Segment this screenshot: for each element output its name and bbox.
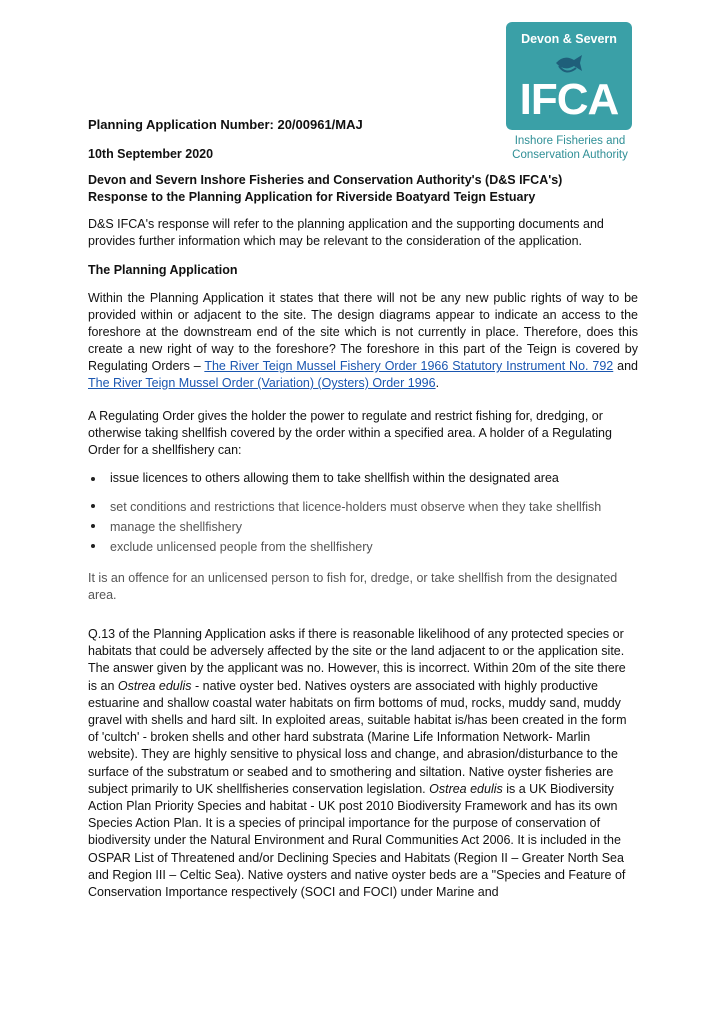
bullet-list-first xyxy=(88,470,638,487)
offence-paragraph: It is an offence for an unlicensed person to fish for, dredge, or take shellfish from the designated area. xyxy=(88,571,618,602)
q13-text-part3: is a UK Biodiversity Action Plan Priority Species and habitat - UK post 2010 Biodiversity Framework and has its own Species Action Plan. It is a species of principal importance for the purpose of conservation of biodiversity under the Natural Environment and Rural Communities Act 2006. It is included in the OSPAR List of Threatened and/or Declining Species and Habitats (Region II – Greater North Sea and Region III – Celtic Sea). Native oysters and native oyster beds are a "Species and Feature of Conservation Importance respectively (SOCI and FOCI) under Marine and xyxy=(88,781,626,900)
list-item: issue licences to others allowing them to take shellfish within the designated area xyxy=(88,470,638,487)
logo-main-text: IFCA xyxy=(519,75,619,124)
paragraph-period: . xyxy=(435,376,440,390)
logo-top-text: Devon & Severn xyxy=(521,32,617,46)
teign-mussel-order-link[interactable]: The River Teign Mussel Fishery Order 1966 Statutory Instrument No. 792 xyxy=(204,359,614,373)
q13-paragraph xyxy=(88,626,638,901)
regulating-order-paragraph: A Regulating Order gives the holder the power to regulate and restrict fishing for, dredging, or otherwise taking shellfish covered by the order within a specified area. A holder of a Regulating Order for a shellfishery can: xyxy=(88,409,612,457)
q13-text-part1: Q.13 of the Planning Application asks if there is reasonable likelihood of any protected species or habitats that could be adversely affected by the site or the land adjacent to or the application site. The answer given by the applicant was no. However, this is incorrect. Within 20m of the site there is an xyxy=(88,627,626,693)
bullet-list-rest xyxy=(88,497,638,557)
species-name: Ostrea edulis xyxy=(429,781,503,796)
list-item: manage the shellfishery xyxy=(88,517,638,537)
paragraph-conjunction: and xyxy=(613,359,638,373)
response-title-line2: Response to the Planning Application for Riverside Boatyard Teign Estuary xyxy=(88,190,536,204)
logo-subtitle-line2: Conservation Authority xyxy=(512,149,628,161)
section-heading: The Planning Application xyxy=(88,263,238,277)
paragraph-text: Within the Planning Application it states that there will not be any new public rights of way to be provided within or adjacent to the site. The design diagrams appear to indicate an access to the foreshore at the downstream end of the site which is not currently in place. Therefore, does this create a new right of way to the foreshore? The foreshore in this part of the Teign is covered by Regulating Orders – xyxy=(88,291,638,373)
species-name: Ostrea edulis xyxy=(117,678,192,693)
document-date: 10th September 2020 xyxy=(88,147,214,161)
response-title xyxy=(88,172,638,206)
logo-badge xyxy=(506,22,632,130)
q13-text-part2: - native oyster bed. Natives oysters are associated with highly productive estuarine and shallow coastal water habitats on firm bottoms of mud, rocks, muddy sand, muddy gravel with shells and hard silt. In exploited areas, suitable habitat is/has been created in the form of 'cultch' - broken shells and other hard substrata (Marine Life Information Network- Marlin website). They are highly sensitive to physical loss and change, and abrasion/disturbance to the surface of the substratum or seabed and to smothering and siltation. Native oyster fisheries are subject primarily to UK shellfisheries conservation legislation. xyxy=(88,678,627,796)
intro-paragraph: D&S IFCA's response will refer to the planning application and the supporting documents and provides further information which may be relevant to the consideration of the application. xyxy=(88,217,604,248)
planning-number: Planning Application Number: 20/00961/MAJ xyxy=(88,117,363,132)
planning-application-paragraph xyxy=(88,290,638,392)
logo-subtitle-line1: Inshore Fisheries and xyxy=(514,135,626,147)
list-item: set conditions and restrictions that licence-holders must observe when they take shellfish xyxy=(88,497,638,517)
response-title-line1: Devon and Severn Inshore Fisheries and Conservation Authority's (D&S IFCA's) xyxy=(88,173,563,187)
teign-oysters-order-link[interactable]: The River Teign Mussel Order (Variation) (Oysters) Order 1996 xyxy=(88,376,436,390)
ifca-logo xyxy=(506,22,634,162)
fish-icon xyxy=(554,52,584,74)
list-item: exclude unlicensed people from the shellfishery xyxy=(88,537,638,557)
